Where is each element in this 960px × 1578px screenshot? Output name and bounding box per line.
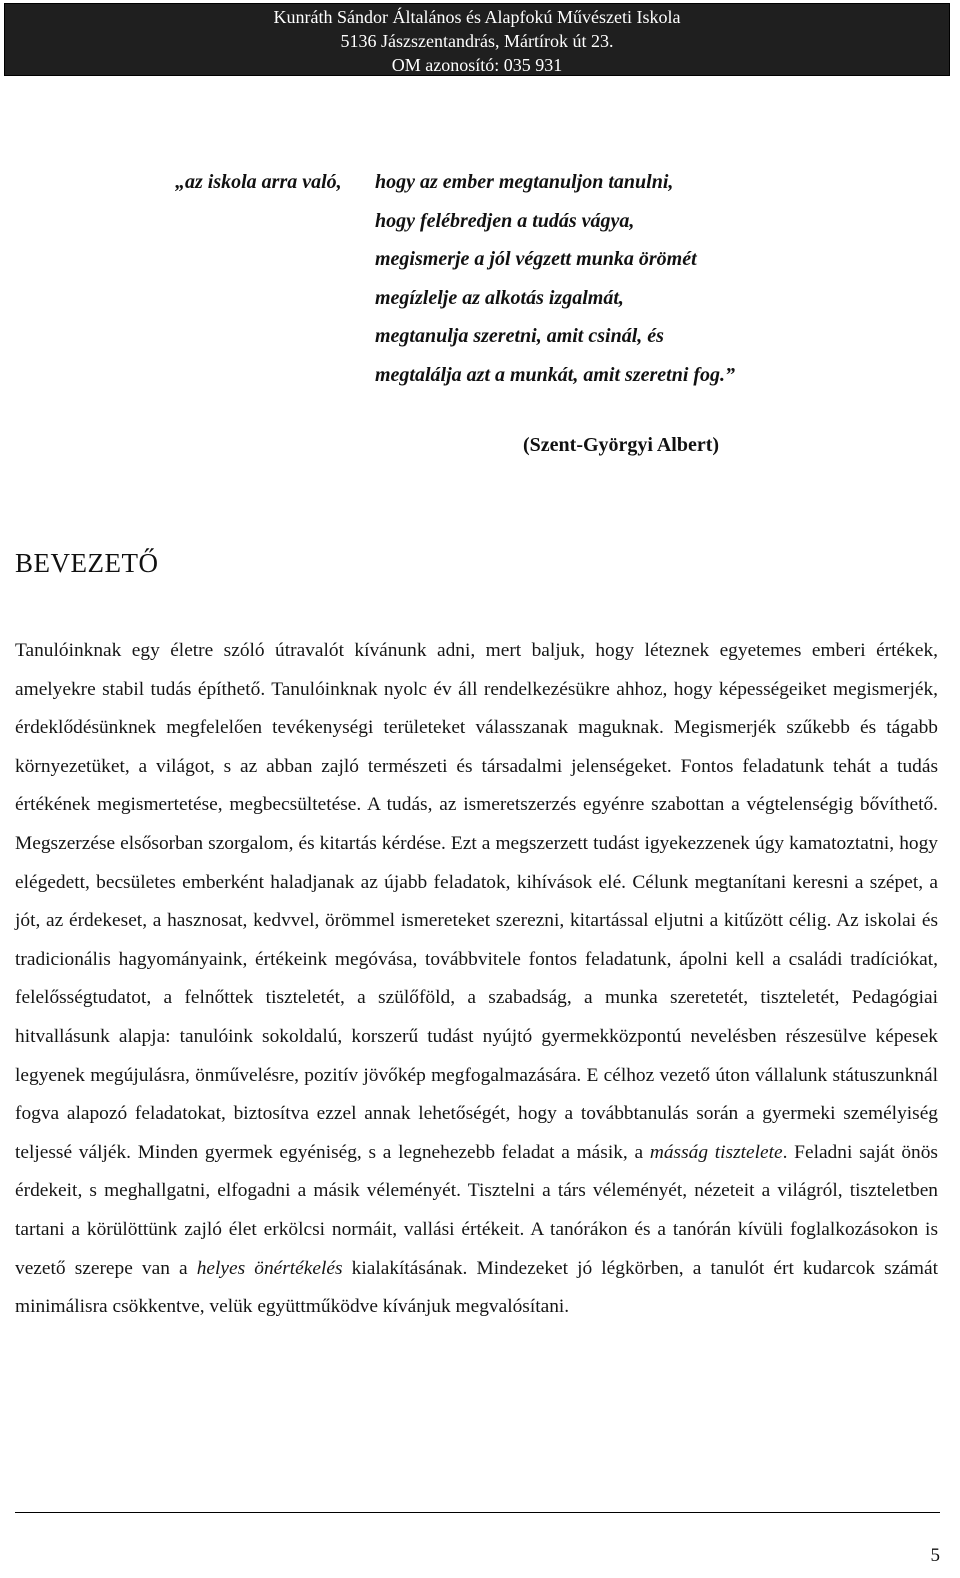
quote-line: megtalálja azt a munkát, amit szeretni fog.” [375, 363, 736, 386]
school-address: 5136 Jászszentandrás, Mártírok út 23. [340, 31, 614, 51]
quote-line: megízlelje az alkotás izgalmát, [375, 286, 624, 309]
quote-author: (Szent-Györgyi Albert) [523, 434, 720, 456]
paragraph-text: . Feladni saját önös érdekeit, s meghallgatni, elfogadni a másik véleményét. Tisztelni a társ véleményét, nézeteit a világról, tiszteletben tartani a körülöttünk zajló élet erkölcsi normáit, vallási értékeit. A tanórákon és a tanórán kívüli foglalkozásokon is vezető szerepe van a [15, 1141, 938, 1279]
paragraph-text: kialakításának. Mindezeket jó légkörben, a tanulót ért kudarcok számát minimálisra csökkentve, velük együttműködve kívánjuk megvalósítani. [15, 1257, 939, 1318]
school-name: Kunráth Sándor Általános és Alapfokú Művészeti Iskola [273, 7, 681, 27]
om-identifier: OM azonosító: 035 931 [391, 55, 563, 75]
paragraph-text: Tanulóinknak egy életre szóló útravalót kívánunk adni, mert baljuk, hogy léteznek egyetemes emberi értékek, amelyekre stabil tudás építhető. Tanulóinknak nyolc év áll rendelkezésükre ahhoz, hogy képességeiket megismerjék, érdeklődésünknek megfelelően tevékenységi területeket válasszanak maguknak. Megismerjék szűkebb és tágabb környezetüket, a világot, s az abban zajló természeti és társadalmi jelenségeket. Fontos feladatunk tehát a tudás értékének megismertetése, megbecsültetése. A tudás, az ismeretszerzés egyénre szabottan a végtelenségig bővíthető. Megszerzése elsősorban szorgalom, és kitartás kérdése. Ezt a megszerzett tudást igyekezzenek úgy kamatoztatni, hogy elégedett, becsületes emberként haladjanak az újabb feladatok, kihívások elé. Célunk megtanítani keresni a szépet, a jót, az érdekeset, a hasznosat, kedvvel, örömmel ismereteket szerezni, kitartással eljutni a kitűzött célig. Az iskolai és tradicionális hagyományaink, értékeink megóvása, továbbvitele fontos feladatunk, ápolni kell a családi tradíciókat, felelősségtudatot, a felnőttek tiszteletét, a szülőföld, a szabadság, a munka szeretetét, tiszteletét, Pedagógiai hitvallásunk alapja: tanulóink sokoldalú, korszerű tudást nyújtó gyermekközpontú nevelésben részesülve képesek legyenek megújulásra, önművelésre, pozitív jövőkép megfogalmazására. E célhoz vezető úton vállalunk státuszunknál fogva alapozó feladatokat, biztosítva ezzel annak lehetőségét, hogy a továbbtanulás során a gyermeki személyiség teljessé váljék. Minden gyermek egyéniség, s a legnehezebb feladat a másik, a [15, 640, 938, 1163]
quote-lead: „az iskola arra való, [175, 171, 342, 193]
intro-paragraph [15, 632, 938, 1327]
page-number: 5 [930, 1545, 940, 1566]
emphasis-text: másság tisztelete [649, 1141, 783, 1163]
quote-line: megtanulja szeretni, amit csinál, és [375, 325, 664, 348]
quote-line: megismerje a jól végzett munka örömét [375, 248, 697, 271]
footer-divider [15, 1512, 940, 1513]
document-header [4, 3, 950, 76]
quote-line: hogy felébredjen a tudás vágya, [375, 209, 635, 232]
quote-lines [375, 163, 735, 395]
emphasis-text: helyes önértékelés [196, 1257, 343, 1279]
section-heading: BEVEZETŐ [15, 548, 159, 578]
quote-line: hogy az ember megtanuljon tanulni, [375, 171, 674, 193]
